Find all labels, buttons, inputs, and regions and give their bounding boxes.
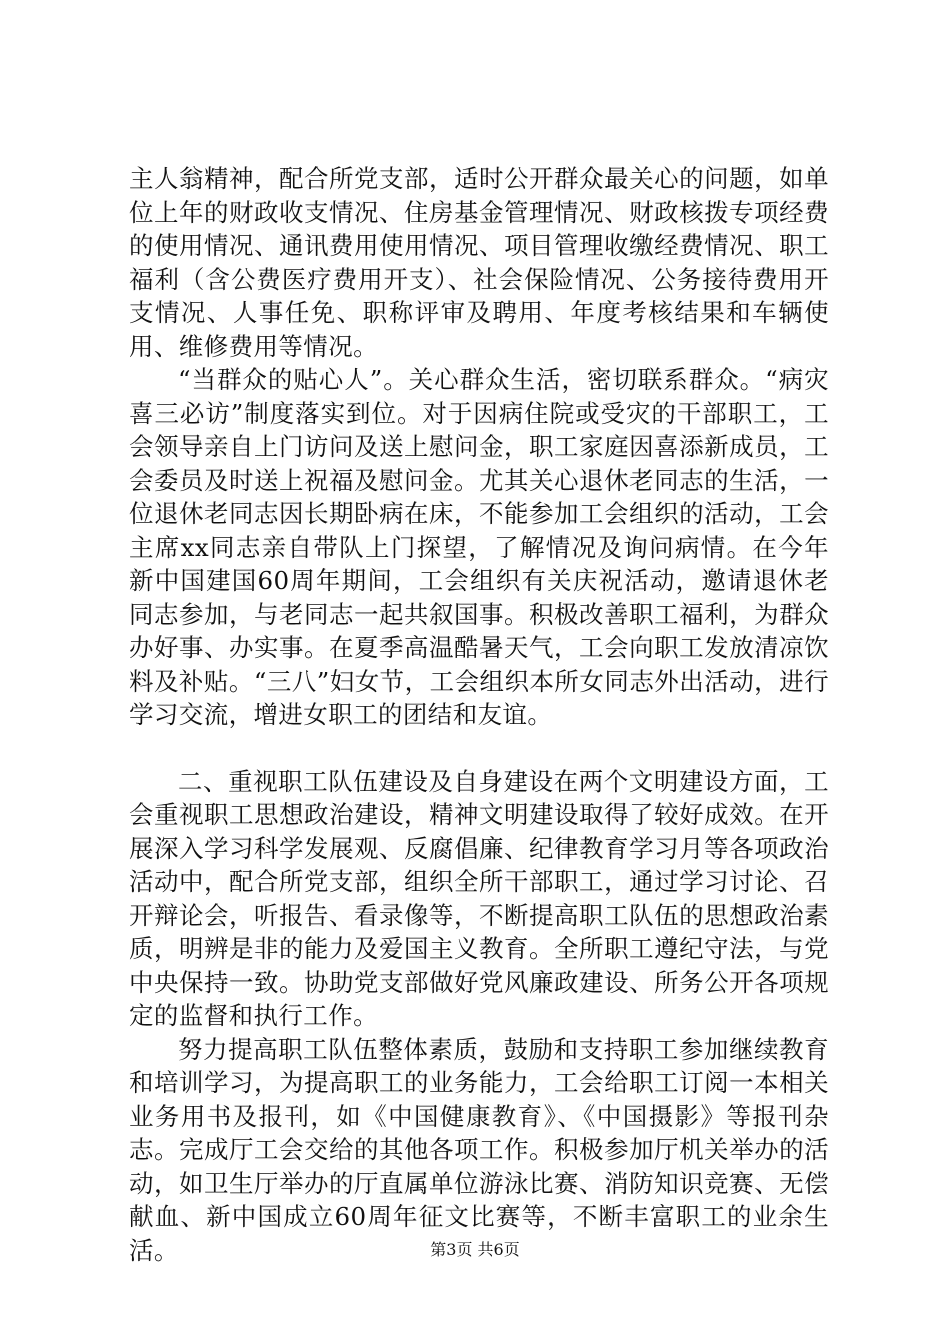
paragraph-care-for-masses: “当群众的贴心人”。关心群众生活，密切联系群众。“病灾喜三必访”制度落实到位。对于因病住院或受灾的干部职工，工会领导亲自上门访问及送上慰问金，职工家庭因喜添新成员，工会委员及时送上祝福及慰问金。尤其关心退休老同志的生活，一位退休老同志因长期卧病在床，不能参加工会组织的活动，工会主席xx同志亲自带队上门探望，了解情况及询问病情。在今年新中国建国60周年期间，工会组织有关庆祝活动，邀请退休老同志参加，与老同志一起共叙国事。积极改善职工福利，为群众办好事、办实事。在夏季高温酷暑天气，工会向职工发放清凉饮料及补贴。“三八”妇女节，工会组织本所女同志外出活动，进行学习交流，增进女职工的团结和友谊。 bbox=[129, 365, 829, 729]
paragraph-section-two: 二、重视职工队伍建设及自身建设在两个文明建设方面，工会重视职工思想政治建设，精神文明建设取得了较好成效。在开展深入学习科学发展观、反腐倡廉、纪律教育学习月等各项政治活动中，配合所党支部，组织全所干部职工，通过学习讨论、召开辩论会，听报告、看录像等，不断提高职工队伍的思想政治素质，明辨是非的能力及爱国主义教育。全所职工遵纪守法，与党中央保持一致。协助党支部做好党风廉政建设、所务公开各项规定的监督和执行工作。 bbox=[129, 766, 829, 1030]
paragraph-staff-quality: 努力提高职工队伍整体素质，鼓励和支持职工参加继续教育和培训学习，为提高职工的业务能力，工会给职工订阅一本相关业务用书及报刊，如《中国健康教育》、《中国摄影》等报刊杂志。完成厅工会交给的其他各项工作。积极参加厅机关举办的活动，如卫生厅举办的厅直属单位游泳比赛、消防知识竞赛、无偿献血、新中国成立60周年征文比赛等，不断丰富职工的业余生活。 bbox=[129, 1034, 829, 1265]
paragraph-disclosure-continued: 主人翁精神，配合所党支部，适时公开群众最关心的问题，如单位上年的财政收支情况、住房基金管理情况、财政核拨专项经费的使用情况、通讯费用使用情况、项目管理收缴经费情况、职工福利（含公费医疗费用开支）、社会保险情况、公务接待费用开支情况、人事任免、职称评审及聘用、年度考核结果和车辆使用、维修费用等情况。 bbox=[129, 164, 829, 361]
document-body bbox=[129, 162, 829, 1267]
page-number-footer: 第3页 共6页 bbox=[430, 1240, 520, 1259]
